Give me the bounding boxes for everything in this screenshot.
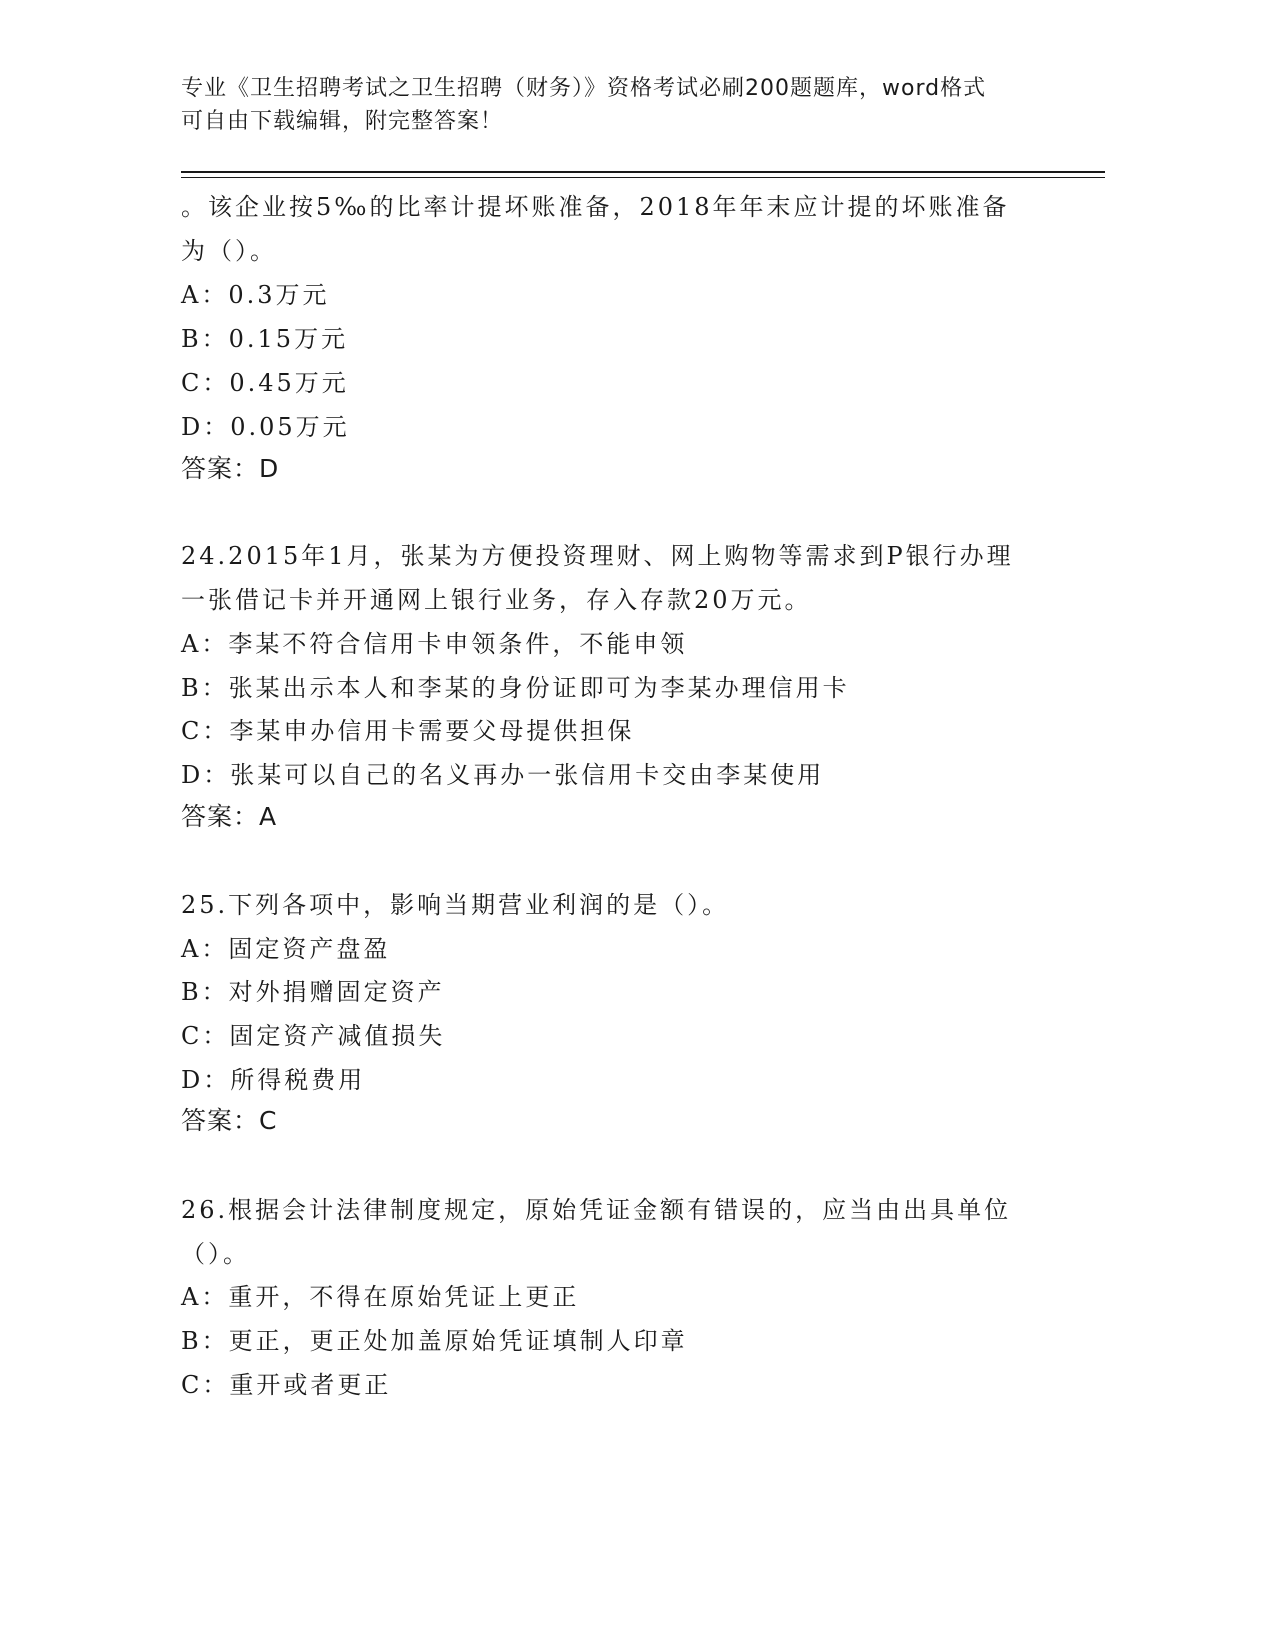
option-d: D：张某可以自己的名义再办一张信用卡交由李某使用 (181, 761, 825, 789)
option-c: C：李某申办信用卡需要父母提供担保 (181, 717, 635, 745)
header-divider-thin (181, 177, 1105, 178)
question-stem: 。该企业按5‰的比率计提坏账准备，2018年年末应计提的坏账准备 (181, 193, 1010, 221)
option-b: B：更正，更正处加盖原始凭证填制人印章 (181, 1327, 688, 1355)
option-a: A：0.3万元 (181, 281, 330, 309)
question-stem: 25.下列各项中，影响当期营业利润的是（）。 (181, 891, 730, 919)
question-stem: 一张借记卡并开通网上银行业务，存入存款20万元。 (181, 586, 812, 614)
header-title-line1: 专业《卫生招聘考试之卫生招聘（财务）》资格考试必刷200题题库，word格式 (181, 76, 987, 101)
option-d: D：所得税费用 (181, 1066, 366, 1094)
option-a: A：固定资产盘盈 (181, 935, 391, 963)
question-stem: 24.2015年1月，张某为方便投资理财、网上购物等需求到P银行办理 (181, 542, 1014, 570)
option-b: B：张某出示本人和李某的身份证即可为李某办理信用卡 (181, 674, 850, 702)
question-stem: 为（）。 (181, 237, 277, 265)
option-d: D：0.05万元 (181, 413, 350, 441)
question-stem: （）。 (181, 1240, 250, 1268)
option-c: C：固定资产减值损失 (181, 1022, 446, 1050)
option-a: A：李某不符合信用卡申领条件，不能申领 (181, 630, 688, 658)
option-b: B：0.15万元 (181, 325, 349, 353)
answer-line: 答案：D (181, 454, 280, 483)
answer-line: 答案：A (181, 802, 278, 831)
header-divider-thick (181, 171, 1105, 173)
answer-line: 答案：C (181, 1106, 278, 1135)
header-title-line2: 可自由下载编辑，附完整答案！ (181, 109, 504, 134)
option-a: A：重开，不得在原始凭证上更正 (181, 1283, 580, 1311)
question-stem: 26.根据会计法律制度规定，原始凭证金额有错误的，应当由出具单位 (181, 1196, 1012, 1224)
document-header (181, 72, 1061, 138)
option-c: C：0.45万元 (181, 369, 349, 397)
option-b: B：对外捐赠固定资产 (181, 978, 445, 1006)
option-c: C：重开或者更正 (181, 1371, 392, 1399)
